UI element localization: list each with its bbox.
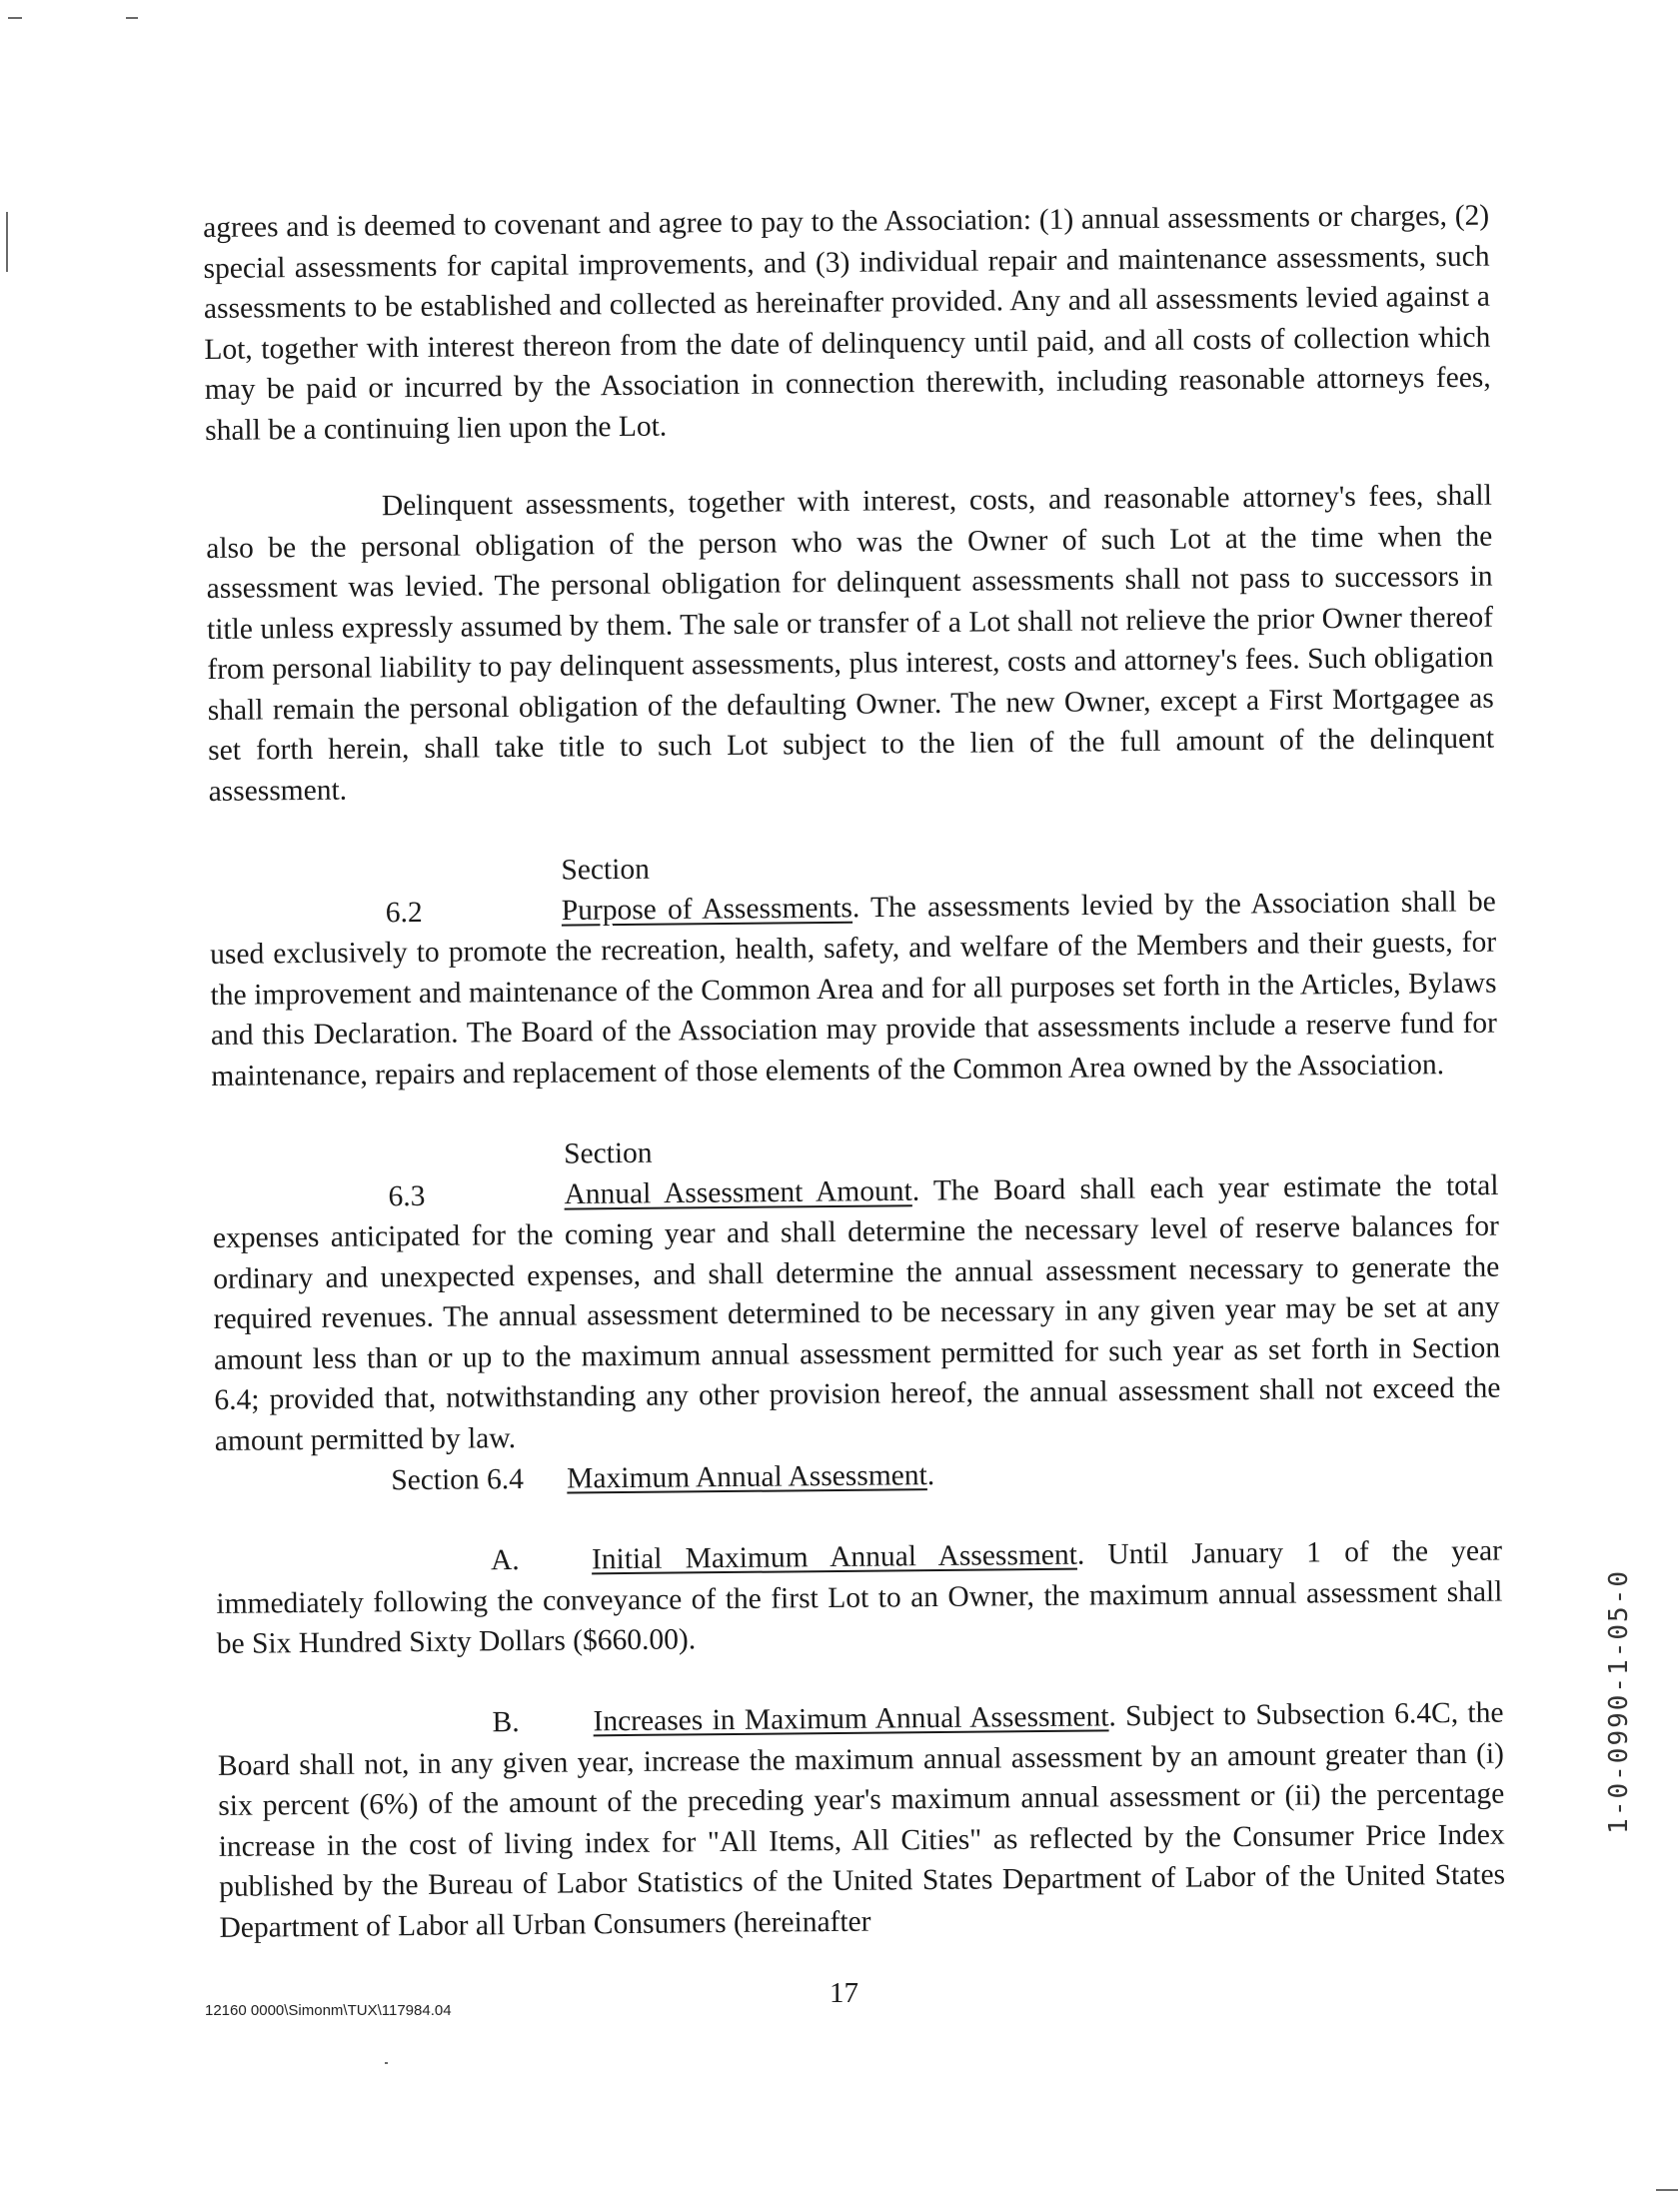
scan-mark-top-left-1 — [8, 17, 22, 19]
body-text — [203, 196, 1506, 1944]
subsection-body: . Until January 1 of the year immediately following the conveyance of the first Lot to an Owner, the maximum annual assessment shall be Six Hundred Sixty Dollars ($660.00). — [216, 1534, 1503, 1660]
subsection-title: Initial Maximum Annual Assessment — [591, 1538, 1078, 1576]
scan-mark-top-left-2 — [126, 17, 138, 19]
section-number: Section 6.4 — [391, 1462, 525, 1497]
page-number: 17 — [830, 1977, 858, 2009]
section-number: Section 6.3 — [388, 1136, 653, 1212]
footer-document-id: 12160 0000\Simonm\TUX\117984.04 — [205, 2002, 452, 2019]
section-number: Section 6.2 — [385, 853, 651, 929]
section-title: Maximum Annual Assessment — [567, 1459, 927, 1495]
scan-mark-bottom-dot — [385, 2062, 388, 2064]
section-body: . The assessments levied by the Association shall be used exclusively to promote the recreation, health, safety, and welfare of the Members and their guests, for the improvement and maintenance of the Common Area and for all purposes set forth in the Articles, Bylaws and this Declaration. The Board of the Association may provide that assessments include a reserve fund for maintenance, repairs and replacement of those elements of the Common Area owned by the Association. — [210, 886, 1498, 1093]
section-6-2 — [209, 842, 1497, 1097]
subsection-title: Increases in Maximum Annual Assessment — [593, 1700, 1109, 1738]
subsection-6-4-a — [216, 1531, 1503, 1665]
section-6-3 — [212, 1125, 1501, 1461]
section-title: Annual Assessment Amount — [564, 1174, 912, 1211]
paragraph-delinquent-assessments: Delinquent assessments, together with interest, costs, and reasonable attorney's fees, shall also be the personal obligation of the person who was the Owner of such Lot at the time when the assessment was levied. The personal obligation for delinquent assessments shall not pass to successors in title unless expressly assumed by them. The sale or transfer of a Lot shall not relieve the prior Owner thereof from personal liability to pay delinquent assessments, plus interest, costs and attorney's fees. Such obligation shall remain the personal obligation of the defaulting Owner. The new Owner, except a First Mortgagee as set forth herein, shall take title to such Lot subject to the lien of the full amount of the delinquent assessment. — [206, 479, 1495, 808]
subsection-6-4-b — [217, 1693, 1505, 1948]
scan-mark-bottom-right — [1656, 2189, 1678, 2191]
subsection-letter: B. — [492, 1706, 520, 1739]
section-title-suffix: . — [926, 1459, 935, 1492]
subsection-letter: A. — [490, 1544, 520, 1577]
section-title: Purpose of Assessments — [561, 892, 853, 928]
margin-recording-stamp: 1-0-0990-1-05-0 — [1604, 1569, 1634, 1834]
scan-mark-left-bar — [6, 212, 8, 272]
section-body: . The Board shall each year estimate the total expenses anticipated for the coming year and shall determine the necessary level of reserve balances for ordinary and unexpected expenses, and shall determine the annual assessment necessary to generate the required revenues. The annual assessment determined to be necessary in any given year may be set at any amount less than or up to the maximum annual assessment permitted for such year as set forth in Section 6.4; provided that, notwithstanding any other provision hereof, the annual assessment shall not exceed the amount permitted by law. — [212, 1169, 1501, 1457]
subsection-body: . Subject to Subsection 6.4C, the Board shall not, in any given year, increase the maximum annual assessment by an amount greater than (i) six percent (6%) of the amount of the preceding year's maximum annual assessment or (ii) the percentage increase in the cost of living index for "All Items, All Cities" as reflected by the Consumer Price Index published by the Bureau of Labor Statistics of the United States Department of Labor of the United States Department of Labor all Urban Consumers (hereinafter — [217, 1696, 1506, 1944]
paragraph-assessment-covenant: agrees and is deemed to covenant and agree to pay to the Association: (1) annual assessments or charges, (2) special assessments for capital improvements, and (3) individual repair and maintenance assessments, such assessments to be established and collected as hereinafter provided. Any and all assessments levied against a Lot, together with interest thereon from the date of delinquency until paid, and all costs of collection which may be paid or incurred by the Association in connection therewith, including reasonable attorneys fees, shall be a continuing lien upon the Lot. — [203, 199, 1491, 447]
